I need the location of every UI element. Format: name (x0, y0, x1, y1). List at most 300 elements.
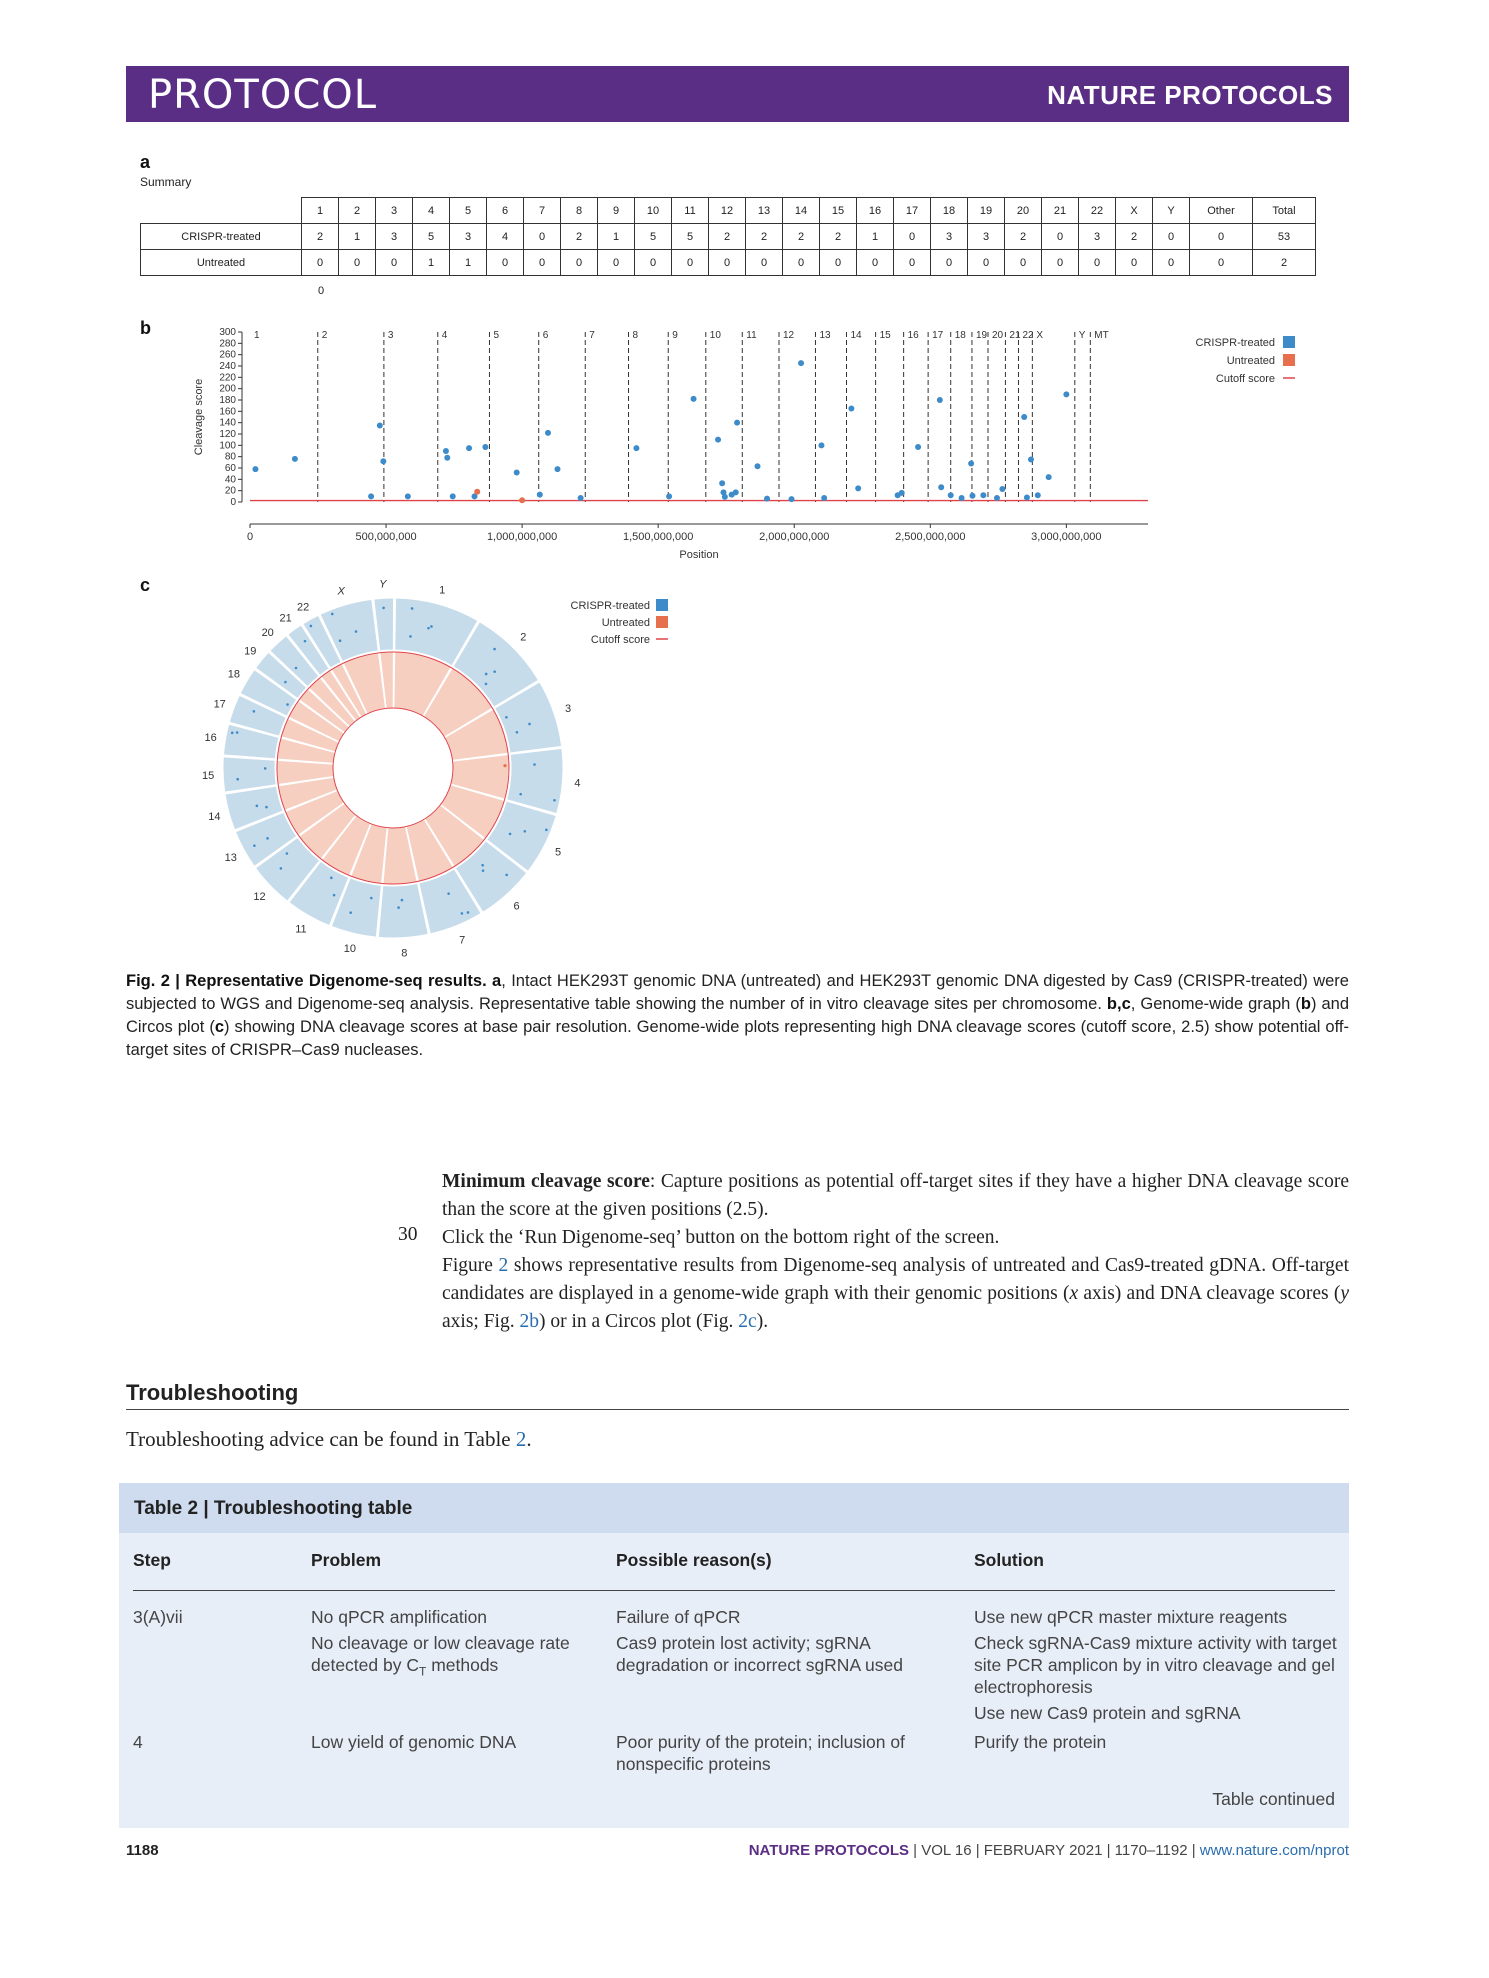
circos-point (339, 639, 342, 642)
y-tick-label: 140 (219, 417, 236, 429)
panel-a-label: a (140, 152, 151, 172)
sector-label: 13 (224, 851, 237, 864)
row-label: Untreated (141, 250, 302, 276)
table-2-link[interactable]: 2 (515, 1427, 527, 1451)
count-cell: 2 (561, 224, 598, 250)
data-point (537, 492, 543, 498)
column-header: 20 (1005, 198, 1042, 224)
count-cell: 0 (1042, 250, 1079, 276)
col-header-step: Step (133, 1550, 171, 1570)
circos-point (286, 703, 289, 706)
inner-ring (333, 708, 453, 828)
column-header: 6 (487, 198, 524, 224)
data-point (719, 480, 725, 486)
header-banner (126, 66, 1349, 122)
column-header: 16 (857, 198, 894, 224)
circos-point (447, 892, 450, 895)
chromosome-label: Y (1078, 330, 1086, 341)
col-header-problem: Problem (311, 1550, 382, 1570)
count-cell: 0 (598, 250, 635, 276)
data-point (666, 493, 672, 499)
legend-swatch (1283, 336, 1295, 348)
data-point (937, 397, 943, 403)
data-point (1046, 474, 1052, 480)
sector-label: 18 (227, 668, 241, 681)
chromosome-label: 1 (254, 330, 260, 341)
legend-swatch (656, 616, 668, 628)
count-cell: 0 (376, 250, 413, 276)
circos-point (467, 911, 470, 914)
chromosome-label: 21 (1009, 330, 1021, 341)
legend-label: Untreated (1226, 355, 1275, 367)
column-header: Total (1253, 198, 1316, 224)
count-cell: 0 (487, 250, 524, 276)
table-title-bar (119, 1483, 1349, 1533)
caption-a: a (492, 972, 502, 990)
count-cell: 0 (672, 250, 709, 276)
chromosome-label: 4 (441, 330, 448, 341)
cell-solution: Use new Cas9 protein and sgRNA (974, 1703, 1241, 1723)
column-header: Y (1153, 198, 1190, 224)
circos-point (427, 627, 430, 630)
x-tick-label: 1,000,000,000 (486, 531, 558, 543)
circos-point (231, 732, 234, 735)
circos-point (265, 806, 268, 809)
sector-label: 6 (513, 900, 520, 913)
count-cell: 0 (302, 250, 339, 276)
legend-label: CRISPR-treated (570, 600, 650, 612)
circos-point (519, 793, 522, 796)
count-cell: 0 (1153, 224, 1190, 250)
data-point (938, 484, 944, 490)
data-point (633, 445, 639, 451)
data-point (734, 420, 740, 426)
y-axis-label: Cleavage score (193, 378, 205, 456)
sector-label: 8 (401, 947, 408, 960)
count-cell: 0 (1153, 250, 1190, 276)
y-tick-label: 300 (219, 327, 236, 338)
circos-point (505, 874, 508, 877)
summary-header-row (141, 198, 1316, 224)
circos-point (253, 844, 256, 847)
data-point (764, 496, 770, 502)
cell-reason: Cas9 protein lost activity; sgRNA degradation or incorrect sgRNA used (616, 1633, 903, 1675)
sector-label: X (337, 585, 345, 598)
y-tick-label: 60 (224, 463, 236, 474)
x-tick-label: 1,500,000,000 (623, 531, 694, 543)
column-header: 4 (413, 198, 450, 224)
count-cell: 0 (1005, 250, 1042, 276)
circos-point (509, 833, 512, 836)
circos-point (482, 869, 485, 872)
count-cell: 0 (709, 250, 746, 276)
footer-journal: NATURE PROTOCOLS (748, 1842, 909, 1859)
data-point (1024, 494, 1030, 500)
sector-label: 12 (253, 891, 266, 904)
count-cell: 0 (339, 250, 376, 276)
sector-label: 5 (555, 846, 562, 859)
data-point (755, 463, 761, 469)
circos-point (330, 877, 333, 880)
para-x: x (1069, 1283, 1079, 1304)
ts-text-2: . (526, 1427, 532, 1451)
step-number: 30 (398, 1224, 418, 1245)
column-header: 3 (376, 198, 413, 224)
column-header: 9 (598, 198, 635, 224)
count-cell: 4 (487, 224, 524, 250)
fig-2c-link[interactable]: 2c (738, 1311, 757, 1332)
count-cell: 0 (857, 250, 894, 276)
summary-footnote: 0 (318, 285, 325, 297)
data-point (948, 492, 954, 498)
data-point (377, 423, 383, 429)
count-cell: 5 (672, 224, 709, 250)
data-point (1021, 414, 1027, 420)
count-cell: 3 (450, 224, 487, 250)
y-tick-label: 120 (219, 429, 236, 440)
sector-label: 7 (459, 934, 466, 947)
column-header: 15 (820, 198, 857, 224)
data-point (821, 495, 827, 501)
sector-label: 2 (520, 631, 527, 644)
problem-text: No cleavage or low cleavage rate detected by C (311, 1633, 570, 1675)
legend-swatch (656, 599, 668, 611)
caption-b: b (1106, 995, 1118, 1013)
cell-problem: No qPCR amplification (311, 1607, 488, 1627)
chromosome-label: 22 (1022, 330, 1034, 341)
circos-point (401, 899, 404, 902)
count-cell: 3 (931, 224, 968, 250)
chromosome-label: 6 (542, 330, 549, 341)
troubleshooting-table (119, 1483, 1349, 1828)
data-point (482, 444, 488, 450)
circos-point (266, 837, 269, 840)
data-point (968, 460, 974, 466)
data-point (380, 458, 386, 464)
summary-title: Summary (140, 175, 192, 189)
data-point (818, 442, 824, 448)
chromosome-label: 16 (907, 330, 919, 341)
circos-point (411, 607, 414, 610)
table-continued: Table continued (1212, 1789, 1335, 1809)
chromosome-label: 14 (850, 330, 862, 341)
troubleshooting-heading: Troubleshooting (126, 1380, 299, 1405)
circos-point (485, 683, 488, 686)
data-point (514, 470, 520, 476)
column-header: 5 (450, 198, 487, 224)
column-header: 22 (1079, 198, 1116, 224)
y-tick-label: 280 (219, 338, 236, 350)
count-cell: 2 (820, 224, 857, 250)
count-cell: 0 (524, 224, 561, 250)
circos-point (533, 763, 536, 766)
circos-point (505, 716, 508, 719)
sector-label: 4 (574, 777, 581, 790)
sector-label: 15 (202, 770, 215, 783)
chromosome-label: X (1036, 330, 1044, 341)
data-point (1035, 492, 1041, 498)
count-cell: 0 (894, 250, 931, 276)
figure-paragraph (442, 1252, 1349, 1336)
chromosome-label: 11 (746, 330, 757, 341)
circos-point (333, 894, 336, 897)
sector-label: 22 (297, 601, 310, 614)
chromosome-label: 19 (975, 330, 988, 341)
chromosome-label: 9 (672, 330, 678, 341)
circos-plot (180, 575, 700, 960)
column-header: 2 (339, 198, 376, 224)
count-cell: 53 (1253, 224, 1316, 250)
data-point (715, 437, 721, 443)
data-point (691, 396, 697, 402)
count-cell: 2 (1005, 224, 1042, 250)
data-point (1028, 457, 1034, 463)
circos-point (295, 667, 298, 670)
chromosome-label: 2 (321, 330, 328, 341)
data-point (959, 495, 965, 501)
column-header: 18 (931, 198, 968, 224)
chromosome-label: 3 (387, 330, 394, 341)
circos-point (304, 640, 307, 643)
table-title: Table 2 | Troubleshooting table (134, 1498, 413, 1519)
journal-name: NATURE PROTOCOLS (1047, 80, 1333, 110)
heading-rule (126, 1409, 1349, 1410)
circos-point (382, 607, 385, 610)
data-point (999, 486, 1005, 492)
para-text-4: axis; Fig. (442, 1311, 520, 1332)
column-header: 10 (635, 198, 672, 224)
data-point (466, 445, 472, 451)
x-tick-label: 0 (246, 531, 254, 543)
row-label: CRISPR-treated (141, 224, 302, 250)
y-tick-label: 200 (219, 383, 236, 395)
circos-point (485, 673, 488, 676)
footer-citation (749, 1842, 1349, 1859)
count-cell: 1 (857, 224, 894, 250)
cell-problem: Low yield of genomic DNA (311, 1732, 517, 1752)
x-tick-label: 2,000,000,000 (759, 531, 830, 543)
step-text: Click the ‘Run Digenome-seq’ button on the bottom right of the screen. (442, 1227, 1000, 1248)
sector-label: Y (379, 578, 387, 591)
sector-label: 3 (565, 703, 572, 716)
chromosome-label: 10 (709, 330, 721, 341)
column-header: 7 (524, 198, 561, 224)
caption-fig: Fig. 2 | Representative Digenome-seq results. (126, 972, 487, 990)
problem-text: methods (426, 1655, 499, 1675)
sector-label: 19 (244, 645, 257, 658)
section-title: PROTOCOL (148, 72, 378, 118)
circos-point (461, 912, 464, 915)
data-point (474, 489, 480, 495)
caption-c2: c (214, 1018, 225, 1036)
sector-label: 16 (204, 731, 217, 744)
para-text-6: ). (756, 1311, 769, 1332)
data-point (899, 490, 905, 496)
legend-label: Cutoff score (590, 634, 650, 646)
cell-solution: Purify the protein (974, 1732, 1107, 1752)
data-point (554, 466, 560, 472)
header-rule (133, 1590, 1335, 1591)
sector-label: 20 (261, 626, 274, 639)
circos-point (264, 767, 267, 770)
min-score-label: Minimum cleavage score (442, 1171, 650, 1192)
count-cell: 0 (1190, 250, 1253, 276)
caption-b2: b (1300, 995, 1311, 1013)
chromosome-label: 20 (991, 330, 1004, 341)
para-text-3: axis) and DNA cleavage scores ( (1078, 1283, 1341, 1304)
cell-reason: Failure of qPCR (616, 1607, 741, 1627)
para-text-2: shows representative results from Digenome-seq analysis of untreated and Cas9-treated gDNA. Off-target candidates are displayed in a genome-wide graph with their genomic positions ( (442, 1255, 1349, 1304)
sector-label: 14 (208, 811, 221, 824)
x-axis-label: Position (679, 549, 719, 560)
count-cell: 2 (1253, 250, 1316, 276)
cell-solution: Check sgRNA-Cas9 mixture activity with target site PCR amplicon by in vitro cleavage and gel electrophoresis (974, 1633, 1337, 1697)
sector-label: 21 (279, 612, 292, 625)
circos-point (516, 731, 519, 734)
data-point (915, 444, 921, 450)
circos-point (256, 805, 259, 808)
circos-point (430, 625, 433, 628)
circos-point (528, 723, 531, 726)
para-text-5: ) or in a Circos plot (Fig. (538, 1311, 739, 1332)
data-point (368, 493, 374, 499)
min-score-text: : Capture positions as potential off-target sites if they have a higher DNA cleavage score than the score at the given positions (2.5). (442, 1171, 1349, 1220)
column-header: Other (1190, 198, 1253, 224)
circos-point (253, 710, 256, 713)
count-cell: 2 (746, 224, 783, 250)
cell-step: 3(A)vii (133, 1607, 183, 1627)
fig-2b-link[interactable]: 2b (519, 1311, 539, 1332)
y-tick-label: 100 (219, 440, 236, 452)
column-header: 8 (561, 198, 598, 224)
panel-b-label: b (140, 318, 151, 338)
data-point (798, 360, 804, 366)
circos-point (280, 867, 283, 870)
data-point (545, 430, 551, 436)
count-cell: 0 (1116, 250, 1153, 276)
y-tick-label: 40 (224, 474, 236, 486)
count-cell: 0 (931, 250, 968, 276)
y-tick-label: 260 (219, 349, 236, 361)
circos-point (545, 829, 548, 832)
data-point (994, 495, 1000, 501)
min-score-paragraph (442, 1168, 1349, 1224)
count-cell: 3 (1079, 224, 1116, 250)
chromosome-label: 5 (493, 330, 500, 341)
data-point (405, 493, 411, 499)
page-number: 1188 (126, 1842, 159, 1859)
column-header: 19 (968, 198, 1005, 224)
chromosome-label: MT (1094, 330, 1109, 341)
count-cell: 0 (746, 250, 783, 276)
y-tick-label: 20 (224, 485, 236, 497)
legend-swatch (1283, 354, 1295, 366)
sector-label: 11 (295, 923, 307, 936)
count-cell: 1 (450, 250, 487, 276)
chromosome-label: 17 (932, 330, 944, 341)
column-header: 12 (709, 198, 746, 224)
data-point (519, 497, 525, 503)
fig-link[interactable]: 2 (498, 1255, 509, 1276)
data-point (789, 496, 795, 502)
count-cell: 1 (413, 250, 450, 276)
data-point (733, 489, 739, 495)
circos-point (409, 635, 412, 638)
count-cell: 2 (1116, 224, 1153, 250)
caption-text-1: , Genome-wide graph ( (1130, 995, 1301, 1013)
data-point (722, 494, 728, 500)
troubleshooting-text (126, 1427, 532, 1452)
data-point (444, 455, 450, 461)
chromosome-label: 12 (783, 330, 795, 341)
count-cell: 1 (339, 224, 376, 250)
summary-row-crispr (141, 224, 1316, 250)
circos-point (310, 625, 313, 628)
summary-row-untreated (141, 250, 1316, 276)
data-point (855, 485, 861, 491)
data-point (1063, 391, 1069, 397)
circos-point (236, 778, 239, 781)
data-point (980, 492, 986, 498)
circos-point (370, 897, 373, 900)
legend-label: Untreated (601, 617, 650, 629)
col-header-solution: Solution (974, 1550, 1044, 1570)
y-tick-label: 180 (219, 395, 236, 406)
y-tick-label: 160 (219, 406, 236, 418)
chromosome-label: 13 (819, 330, 831, 341)
para-text-1: Figure (442, 1255, 499, 1276)
cell-step: 4 (133, 1732, 143, 1752)
untreated-point (503, 764, 506, 767)
circos-point (493, 648, 496, 651)
data-point (848, 406, 854, 412)
sector-label: 1 (439, 584, 446, 597)
count-cell: 1 (598, 224, 635, 250)
data-point (969, 493, 975, 499)
circos-point (481, 864, 484, 867)
data-point (252, 466, 258, 472)
data-point (450, 493, 456, 499)
footer-volume: | VOL 16 | FEBRUARY 2021 | 1170–1192 | (909, 1842, 1200, 1859)
count-cell: 0 (524, 250, 561, 276)
sector-label: 17 (213, 698, 226, 711)
count-cell: 2 (709, 224, 746, 250)
circos-point (236, 731, 239, 734)
x-tick-label: 3,000,000,000 (1031, 531, 1102, 543)
count-cell: 0 (1190, 224, 1253, 250)
sector-label: 10 (343, 942, 357, 955)
subscript: T (418, 1664, 427, 1679)
footer-url[interactable]: www.nature.com/nprot (1199, 1842, 1349, 1859)
circos-point (493, 670, 496, 673)
count-cell: 0 (968, 250, 1005, 276)
caption-a-text: , Intact HEK293T genomic DNA (untreated) and HEK293T genomic DNA digested by Cas9 (CRISPR-treated) were subjected to WGS and Digenome-seq analysis. Representative table showing the number of in vitro cleavage sites per chromosome. (126, 972, 1349, 1013)
column-header: 17 (894, 198, 931, 224)
chromosome-label: 18 (954, 330, 966, 341)
data-point (443, 448, 449, 454)
count-cell: 3 (968, 224, 1005, 250)
y-tick-label: 80 (224, 451, 236, 463)
count-cell: 2 (302, 224, 339, 250)
corner-cell (141, 198, 302, 224)
count-cell: 0 (820, 250, 857, 276)
column-header: 14 (783, 198, 820, 224)
panel-c-label: c (140, 575, 151, 595)
data-point (578, 495, 584, 501)
para-y: y (1340, 1283, 1349, 1304)
count-cell: 0 (894, 224, 931, 250)
count-cell: 0 (1079, 250, 1116, 276)
